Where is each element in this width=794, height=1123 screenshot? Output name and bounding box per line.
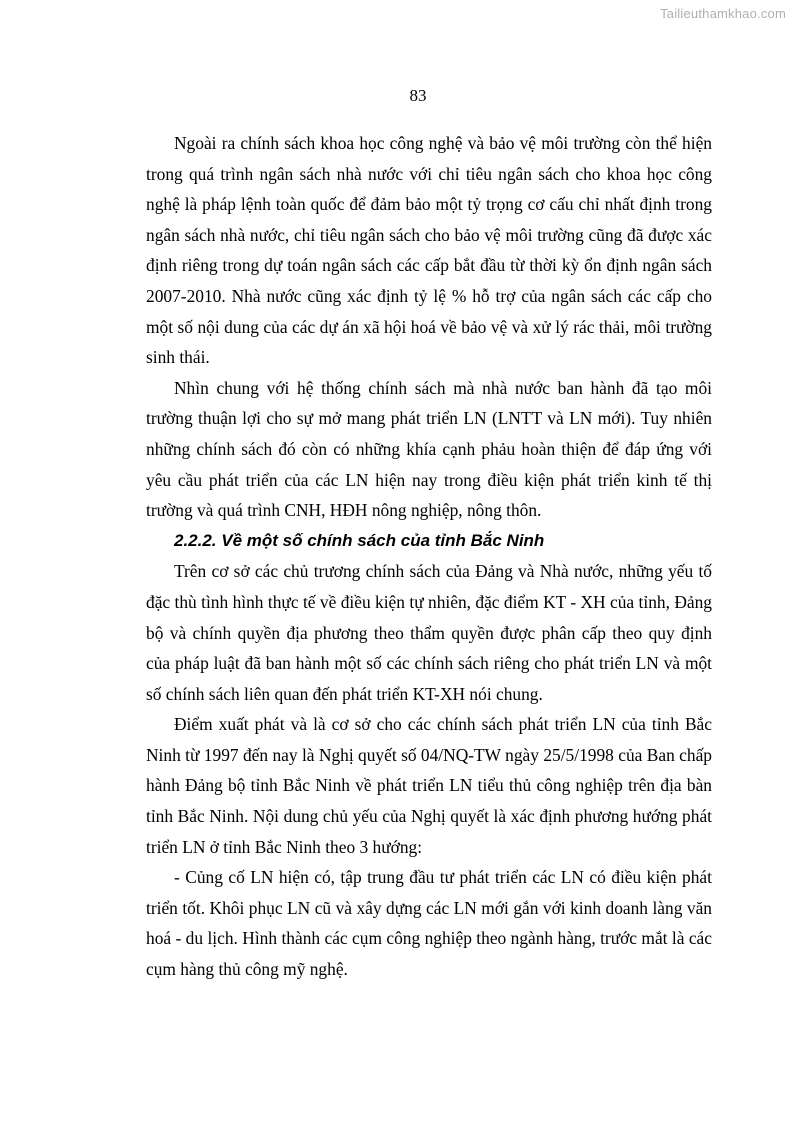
paragraph-provincial-basis: Trên cơ sở các chủ trương chính sách của Đảng và Nhà nước, những yếu tố đặc thù tình hình thực tế về điều kiện tự nhiên, đặc điểm KT - XH của tỉnh, Đảng bộ và chính quyền địa phương theo thẩm quyền được phân cấp theo quy định của pháp luật đã ban hành một số các chính sách riêng cho phát triển LN và một số chính sách liên quan đến phát triển KT-XH nói chung. <box>146 561 712 704</box>
paragraph-policy-overview: Nhìn chung với hệ thống chính sách mà nhà nước ban hành đã tạo môi trường thuận lợi cho sự mở mang phát triển LN (LNTT và LN mới). Tuy nhiên những chính sách đó còn có những khía cạnh phảu hoàn thiện để đáp ứng với yêu cầu phát triển của các LN hiện nay trong điều kiện phát triển kinh tế thị trường và quá trình CNH, HĐH nông nghiệp, nông thôn. <box>146 377 712 521</box>
document-body <box>146 128 712 985</box>
paragraph-direction-1: - Củng cố LN hiện có, tập trung đầu tư phát triển các LN có điều kiện phát triển tốt. Khôi phục LN cũ và xây dựng các LN mới gắn với kinh doanh làng văn hoá - du lịch. Hình thành các cụm công nghiệp theo ngành hàng, trước mắt là các cụm hàng thủ công mỹ nghệ. <box>146 867 712 980</box>
paragraph-science-environment: Ngoài ra chính sách khoa học công nghệ và bảo vệ môi trường còn thể hiện trong quá trình ngân sách nhà nước với chỉ tiêu ngân sách cho khoa học công nghệ là pháp lệnh toàn quốc để đảm bảo một tỷ trọng cơ cấu chỉ nhất định trong ngân sách nhà nước, chỉ tiêu ngân sách cho bảo vệ môi trường cũng đã được xác định riêng trong dự toán ngân sách các cấp bắt đầu từ thời kỳ ổn định ngân sách 2007-2010. Nhà nước cũng xác định tỷ lệ % hỗ trợ của ngân sách các cấp cho một số nội dung của các dự án xã hội hoá về bảo vệ và xử lý rác thải, môi trường sinh thái. <box>146 133 712 368</box>
watermark: Tailieuthamkhao.com <box>660 6 786 21</box>
section-heading: 2.2.2. Về một số chính sách của tỉnh Bắc Ninh <box>174 530 545 550</box>
page-number: 83 <box>409 86 427 105</box>
paragraph-resolution: Điểm xuất phát và là cơ sở cho các chính sách phát triển LN của tỉnh Bắc Ninh từ 1997 đến nay là Nghị quyết số 04/NQ-TW ngày 25/5/1998 của Ban chấp hành Đảng bộ tỉnh Bắc Ninh về phát triển LN tiểu thủ công nghiệp trên địa bàn tỉnh Bắc Ninh. Nội dung chủ yếu của Nghị quyết là xác định phương hướng phát triển LN ở tỉnh Bắc Ninh theo 3 hướng: <box>146 714 712 857</box>
